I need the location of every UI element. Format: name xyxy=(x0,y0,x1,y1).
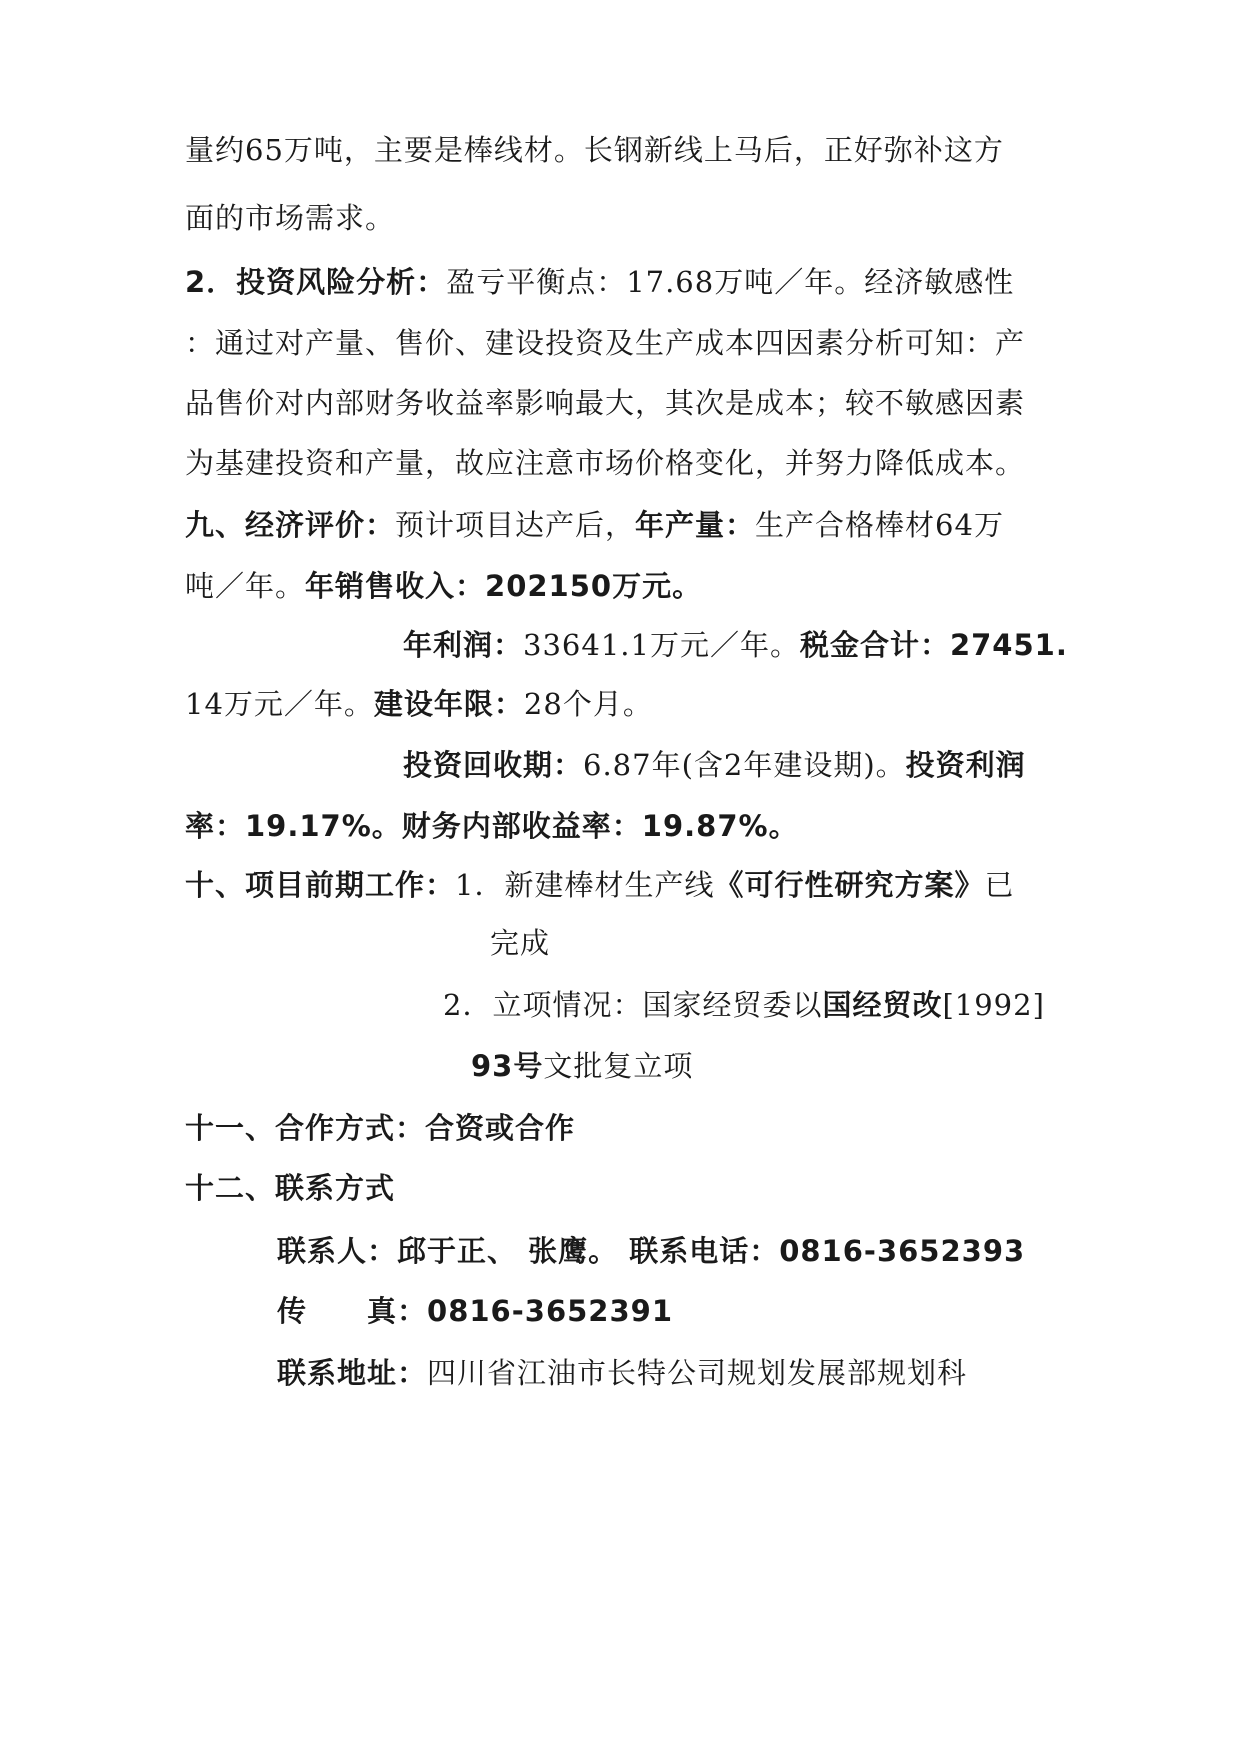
text-line xyxy=(490,923,550,963)
fax-line xyxy=(277,1291,673,1331)
section-label: 2．投资风险分析： xyxy=(185,265,447,299)
document-title: 《可行性研究方案》 xyxy=(714,868,985,902)
paragraph-text: 6.87年(含2年建设期)。 xyxy=(583,748,906,782)
field-label: 国经贸改 xyxy=(822,988,943,1022)
paragraph-text: 文批复立项 xyxy=(543,1049,694,1083)
section-contact xyxy=(185,1168,395,1208)
text-line xyxy=(443,985,1045,1025)
section-label: 十、项目前期工作： xyxy=(185,868,456,902)
field-label: 93号 xyxy=(471,1049,544,1083)
text-line xyxy=(185,323,1025,363)
paragraph-text: 2．立项情况：国家经贸委以 xyxy=(443,988,823,1022)
section-label: 十一、合作方式：合资或合作 xyxy=(185,1111,576,1145)
section-cooperation xyxy=(185,1108,575,1148)
field-label: 率：19.17%。财务内部收益率：19.87%。 xyxy=(185,809,799,843)
section-preliminary-work xyxy=(185,865,1015,905)
paragraph-text: 预计项目达产后， xyxy=(395,508,636,542)
paragraph-text: 28个月。 xyxy=(523,687,653,721)
text-line xyxy=(185,684,653,724)
text-line xyxy=(185,443,1025,483)
paragraph-text: 14万元／年。 xyxy=(185,687,374,721)
text-line xyxy=(403,625,1068,665)
text-line xyxy=(185,198,395,238)
paragraph-text: [1992] xyxy=(942,988,1045,1022)
paragraph-text: 吨／年。 xyxy=(185,569,306,603)
text-line xyxy=(185,383,1025,423)
text-line xyxy=(471,1046,693,1086)
field-label: 年销售收入：202150万元。 xyxy=(305,569,703,603)
paragraph-text: 品售价对内部财务收益率影响最大，其次是成本；较不敏感因素 xyxy=(185,386,1026,420)
text-line xyxy=(185,566,702,606)
field-label: 联系地址： xyxy=(277,1356,428,1390)
field-label: 税金合计：27451. xyxy=(799,628,1068,662)
paragraph-text: 盈亏平衡点：17.68万吨／年。经济敏感性 xyxy=(446,265,1015,299)
field-label: 建设年限： xyxy=(373,687,524,721)
address-line xyxy=(277,1353,967,1393)
field-label: 联系人：邱于正、 张鹰。 联系电话：0816-3652393 xyxy=(277,1234,1026,1268)
section-label: 十二、联系方式 xyxy=(185,1171,396,1205)
paragraph-text: 1．新建棒材生产线 xyxy=(455,868,715,902)
paragraph-text: ：通过对产量、售价、建设投资及生产成本四因素分析可知：产 xyxy=(185,326,1026,360)
paragraph-text: 生产合格棒材64万 xyxy=(755,508,1004,542)
text-line xyxy=(185,130,1004,170)
text-line xyxy=(403,745,1026,785)
section-investment-risk xyxy=(185,262,1014,302)
paragraph-text: 面的市场需求。 xyxy=(185,201,396,235)
section-label: 九、经济评价： xyxy=(185,508,396,542)
paragraph-text: 33641.1万元／年。 xyxy=(523,628,800,662)
paragraph-text: 量约65万吨，主要是棒线材。长钢新线上马后，正好弥补这方 xyxy=(185,133,1004,167)
address-text: 四川省江油市长特公司规划发展部规划科 xyxy=(427,1356,968,1390)
field-label: 投资利润 xyxy=(905,748,1026,782)
contact-person-line xyxy=(277,1231,1025,1271)
paragraph-text: 已 xyxy=(984,868,1015,902)
field-label: 年产量： xyxy=(635,508,756,542)
text-line xyxy=(185,806,799,846)
fax-number: 0816-3652391 xyxy=(427,1294,674,1328)
section-economic-evaluation xyxy=(185,505,1004,545)
field-label: 传 真： xyxy=(277,1294,428,1328)
field-label: 年利润： xyxy=(403,628,524,662)
paragraph-text: 为基建投资和产量，故应注意市场价格变化，并努力降低成本。 xyxy=(185,446,1026,480)
field-label: 投资回收期： xyxy=(403,748,584,782)
paragraph-text: 完成 xyxy=(490,926,551,960)
